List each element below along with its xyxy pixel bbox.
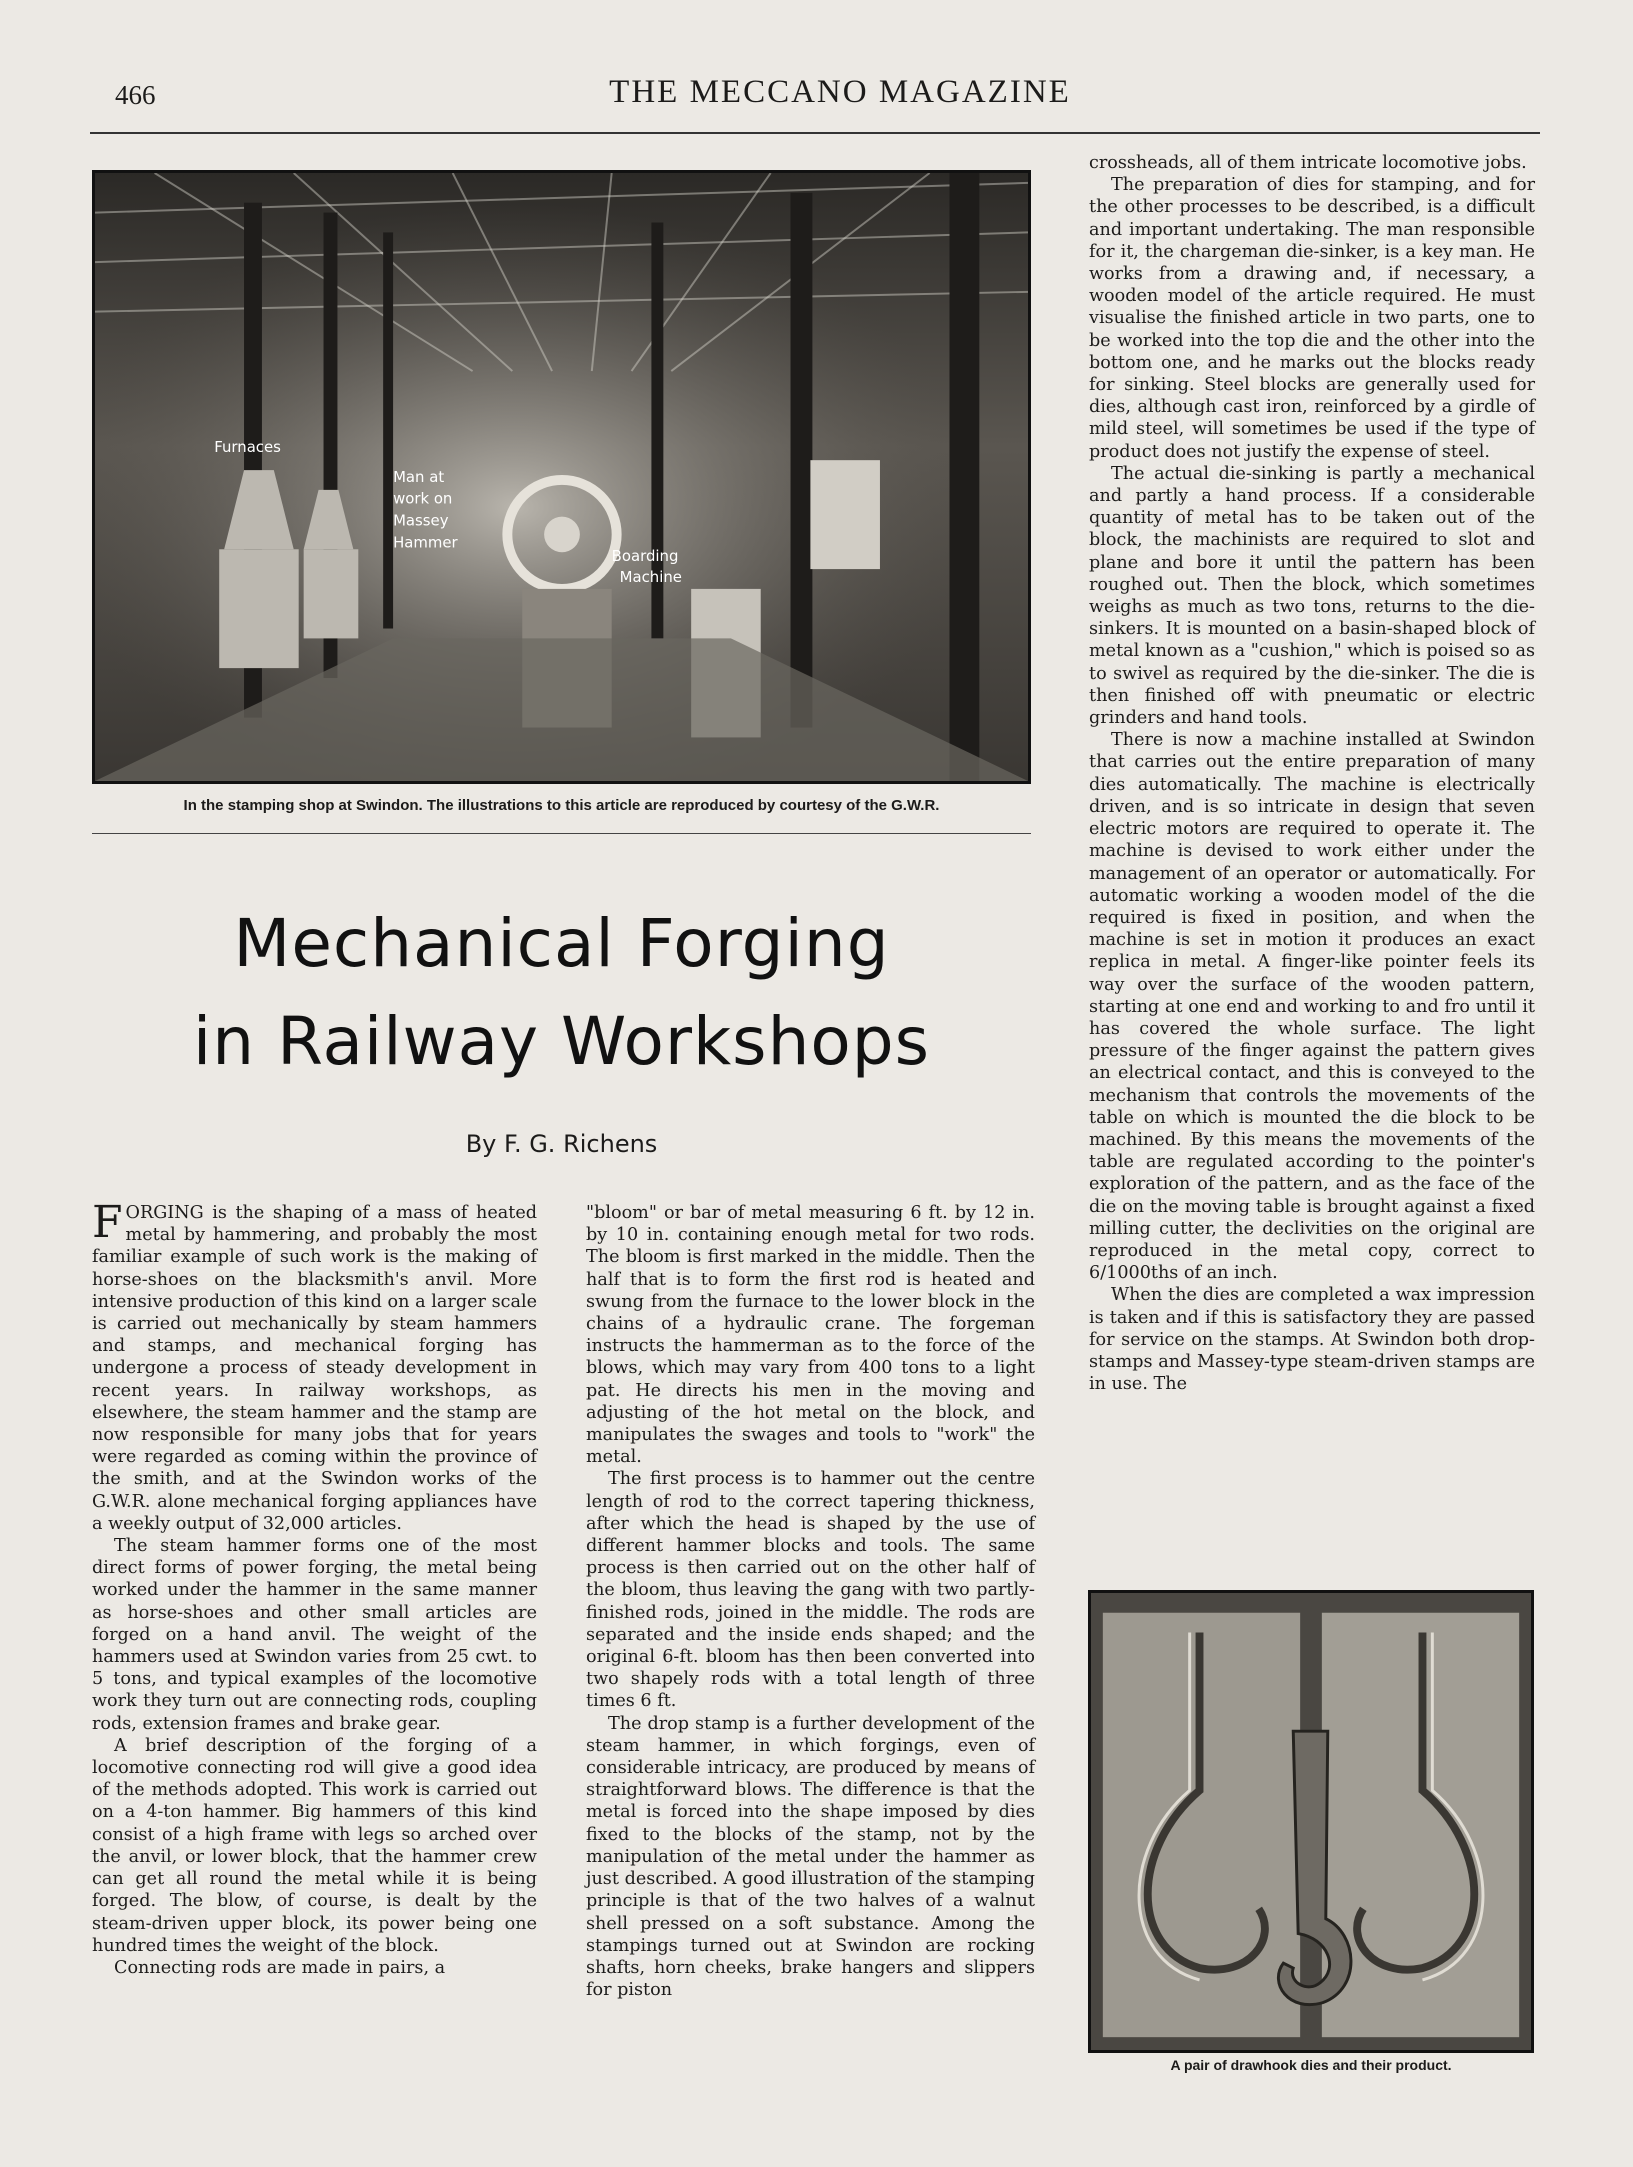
- byline: By F. G. Richens: [465, 1130, 658, 1158]
- photo-label-furnaces: Furnaces: [214, 438, 281, 457]
- paragraph: When the dies are completed a wax impression is taken and if this is satisfactory they are passed for service on the stamps. At Swindon both drop-stamps and Massey-type steam-driven stamps are in use. The: [1089, 1285, 1535, 1395]
- paragraph: Connecting rods are made in pairs, a: [114, 1957, 446, 1978]
- paragraph: The preparation of dies for stamping, and for the other processes to be described, is a difficult and important undertaking. The man responsible for it, the chargeman die-sinker, is a key man. He works from a drawing and, if necessary, a wooden model of the article required. He must visualise the finished article in two parts, one to be worked into the top die and the other into the bottom one, and he marks out the blocks ready for sinking. Steel blocks are generally used for dies, although cast iron, reinforced by a girdle of mild steel, will sometimes be used if the type of product does not justify the expense of steel.: [1089, 175, 1535, 462]
- page-number: 466: [115, 80, 156, 110]
- article-column-2: [586, 1202, 1035, 2001]
- photo-label-boarding: Boarding: [611, 547, 679, 566]
- paragraph: There is now a machine installed at Swindon that carries out the entire preparation of many dies automatically. The machine is electrically driven, and is so intricate in design that seven electric motors are required to operate it. The machine is devised to work either under the management of an operator or automatically. For automatic working a wooden model of the die required is fixed in position, and when the machine is set in motion it produces an exact replica in metal. A finger-like pointer feels its way over the surface of the wooden pattern, starting at one end and working to and fro until it has covered the whole surface. The light pressure of the finger against the pattern gives an electrical contact, and this is conveyed to the mechanism that controls the movements of the table on which is mounted the die block to be machined. By this means the movements of the table are regulated according to the pointer's exploration of the pattern, and as the face of the die on the moving table is brought against a fixed milling cutter, the declivities on the original are reproduced in the metal copy, correct to 6/1000ths of an inch.: [1089, 730, 1535, 1284]
- drawhook-dies-photo: [1088, 1590, 1534, 2053]
- paragraph: The steam hammer forms one of the most direct forms of power forging, the metal being worked under the hammer in the same manner as horse-shoes and other small articles are forged on a hand anvil. The weight of the hammers used at Swindon varies from 25 cwt. to 5 tons, and typical examples of the locomotive work they turn out are connecting rods, coupling rods, extension frames and brake gear.: [92, 1536, 537, 1734]
- photo-label-hammer: Hammer: [393, 533, 458, 552]
- paragraph: FORGING is the shaping of a mass of heated metal by hammering, and probably the most familiar example of such work is the making of horse-shoes on the blacksmith's anvil. More intensive production of this kind on a larger scale is carried out mechanically by steam hammers and stamps, and mechanical forging has undergone a process of steady development in recent years. In railway workshops, as elsewhere, the steam hammer and the stamp are now responsible for many jobs that for years were regarded as coming within the province of the smith, and at the Swindon works of the G.W.R. alone mechanical forging appliances have a weekly output of 32,000 articles.: [92, 1197, 537, 1534]
- dies-caption: A pair of drawhook dies and their product.: [1170, 2057, 1452, 2073]
- paragraph: The actual die-sinking is partly a mechanical and partly a hand process. If a considerable quantity of metal has to be taken out of the block, the machinists are required to slot and plane and bore it until the pattern has been roughed out. Then the block, which sometimes weighs as much as two tons, returns to the die-sinkers. It is mounted on a basin-shaped block of metal known as a "cushion," which is poised so as to swivel as required by the die-sinker. The die is then finished off with pneumatic or electric grinders and hand tools.: [1089, 463, 1535, 729]
- article-column-1: [92, 1197, 537, 1979]
- photo-label-work-on: work on: [393, 489, 453, 508]
- paragraph: A brief description of the forging of a locomotive connecting rod will give a good idea of the methods adopted. This work is carried out on a 4-ton hammer. Big hammers of this kind consist of a high frame with legs so arched over the anvil, or lower block, that the hammer crew can get all round the metal while it is being forged. The blow, of course, is dealt by the steam-driven upper block, its power being one hundred times the weight of the block.: [92, 1735, 537, 1956]
- photo-label-man-at: Man at: [393, 467, 445, 486]
- magazine-title: THE MECCANO MAGAZINE: [609, 74, 1071, 110]
- paragraph: The first process is to hammer out the centre length of rod to the correct tapering thickness, after which the head is shaped by the use of different hammer blocks and tools. The same process is then carried out on the other half of the bloom, thus leaving the gang with two partly-finished rods, joined in the middle. The rods are separated and the inside ends shaped; and the original 6-ft. bloom has then been converted into two shapely rods with a total length of three times 6 ft.: [586, 1469, 1035, 1712]
- article-title-line-2: in Railway Workshops: [192, 1003, 931, 1080]
- paragraph: crossheads, all of them intricate locomotive jobs.: [1089, 153, 1527, 173]
- paragraph: The drop stamp is a further development of the steam hammer, in which forgings, even of considerable intricacy, are produced by means of straightforward blows. The difference is that the metal is forced into the shape imposed by dies fixed to the blocks of the stamp, not by the manipulation of the metal under the hammer as just described. A good illustration of the stamping principle is that of the two halves of a walnut shell pressed on a soft substance. Among the stampings turned out at Swindon are rocking shafts, horn cheeks, brake hangers and slippers for piston: [586, 1713, 1035, 2001]
- photo-label-machine: Machine: [619, 567, 682, 586]
- photo-caption: In the stamping shop at Swindon. The illustrations to this article are reproduced by courtesy of the G.W.R.: [183, 797, 940, 814]
- article-title-line-1: Mechanical Forging: [233, 905, 890, 982]
- article-column-3: [1089, 152, 1535, 1395]
- drop-cap: F: [92, 1197, 123, 1248]
- caption-rule: [92, 833, 1031, 834]
- header-rule: [90, 132, 1540, 134]
- stamping-shop-photo: [92, 170, 1031, 784]
- photo-label-massey: Massey: [393, 511, 449, 530]
- paragraph: "bloom" or bar of metal measuring 6 ft. by 12 in. by 10 in. containing enough metal for two rods. The bloom is first marked in the middle. Then the half that is to form the first rod is heated and swung from the furnace to the lower block in the chains of a hydraulic crane. The forgeman instructs the hammerman as to the force of the blows, which may vary from 400 tons to a light pat. He directs his men in the moving and adjusting of the hot metal on the block, and manipulates the swages and tools to "work" the metal.: [586, 1203, 1035, 1468]
